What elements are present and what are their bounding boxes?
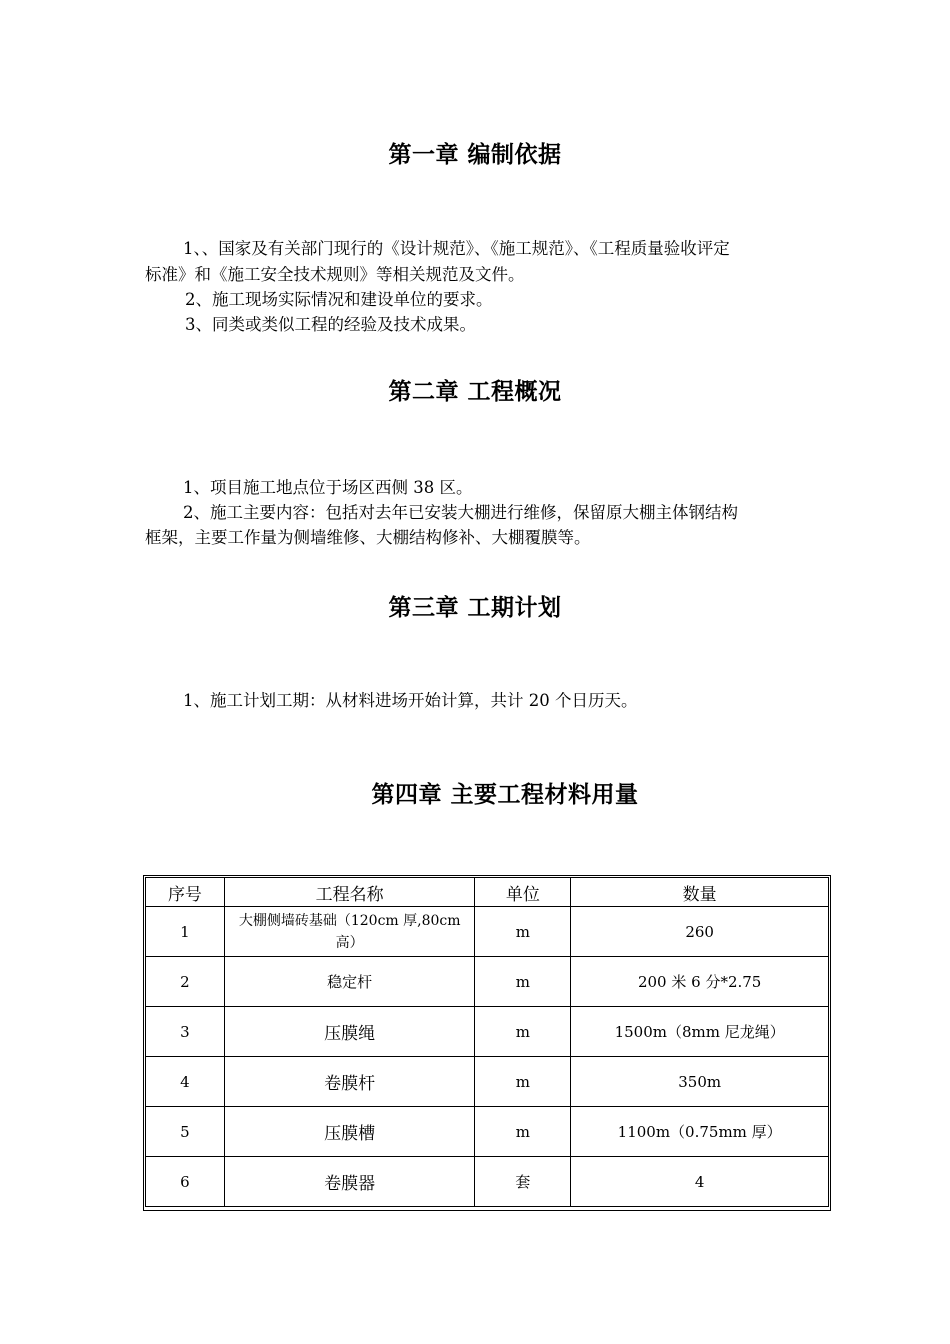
cell-name: 大棚侧墙砖基础（120cm 厚,80cm 高） xyxy=(224,907,475,957)
cell-index: 6 xyxy=(146,1157,225,1207)
cell-unit: m xyxy=(475,1007,571,1057)
cell-index: 5 xyxy=(146,1107,225,1157)
cell-unit: 套 xyxy=(475,1157,571,1207)
chapter-1-paragraph-1-cont: 标准》和《施工安全技术规则》等相关规范及文件。 xyxy=(145,265,525,284)
chapter-2-title: 第二章 工程概况 xyxy=(388,379,562,405)
cell-quantity: 1100m（0.75mm 厚） xyxy=(571,1107,829,1157)
cell-name: 压膜绳 xyxy=(224,1007,475,1057)
header-index: 序号 xyxy=(146,878,225,907)
table-header-row xyxy=(146,878,829,907)
header-quantity: 数量 xyxy=(571,878,829,907)
header-name: 工程名称 xyxy=(224,878,475,907)
chapter-2-paragraph-2-cont: 框架，主要工作量为侧墙维修、大棚结构修补、大棚覆膜等。 xyxy=(145,528,591,547)
cell-quantity: 200 米 6 分*2.75 xyxy=(571,957,829,1007)
table-row xyxy=(146,1007,829,1057)
chapter-2-paragraph-1: 1、项目施工地点位于场区西侧 38 区。 xyxy=(183,478,473,497)
cell-quantity: 260 xyxy=(571,907,829,957)
cell-index: 4 xyxy=(146,1057,225,1107)
cell-quantity: 1500m（8mm 尼龙绳） xyxy=(571,1007,829,1057)
materials-table xyxy=(145,877,829,1207)
cell-index: 3 xyxy=(146,1007,225,1057)
cell-unit: m xyxy=(475,1057,571,1107)
chapter-3-title: 第三章 工期计划 xyxy=(388,595,562,621)
table-row xyxy=(146,1107,829,1157)
cell-index: 2 xyxy=(146,957,225,1007)
cell-index: 1 xyxy=(146,907,225,957)
cell-unit: m xyxy=(475,957,571,1007)
header-unit: 单位 xyxy=(475,878,571,907)
table-row xyxy=(146,1157,829,1207)
chapter-4-title: 第四章 主要工程材料用量 xyxy=(371,782,639,808)
table-row xyxy=(146,907,829,957)
chapter-1-paragraph-1: 1、、国家及有关部门现行的《设计规范》、《施工规范》、《工程质量验收评定 xyxy=(183,239,730,258)
cell-quantity: 4 xyxy=(571,1157,829,1207)
cell-name: 卷膜器 xyxy=(224,1157,475,1207)
cell-name: 卷膜杆 xyxy=(224,1057,475,1107)
cell-name: 稳定杆 xyxy=(224,957,475,1007)
cell-unit: m xyxy=(475,907,571,957)
chapter-3-paragraph-1: 1、施工计划工期：从材料进场开始计算，共计 20 个日历天。 xyxy=(183,691,638,710)
chapter-1-paragraph-3: 3、同类或类似工程的经验及技术成果。 xyxy=(185,315,476,334)
table-row xyxy=(146,957,829,1007)
table-row xyxy=(146,1057,829,1107)
chapter-2-paragraph-2: 2、施工主要内容：包括对去年已安装大棚进行维修，保留原大棚主体钢结构 xyxy=(183,503,738,522)
cell-unit: m xyxy=(475,1107,571,1157)
cell-quantity: 350m xyxy=(571,1057,829,1107)
chapter-1-title: 第一章 编制依据 xyxy=(388,142,562,168)
chapter-1-paragraph-2: 2、施工现场实际情况和建设单位的要求。 xyxy=(185,290,493,309)
cell-name: 压膜槽 xyxy=(224,1107,475,1157)
